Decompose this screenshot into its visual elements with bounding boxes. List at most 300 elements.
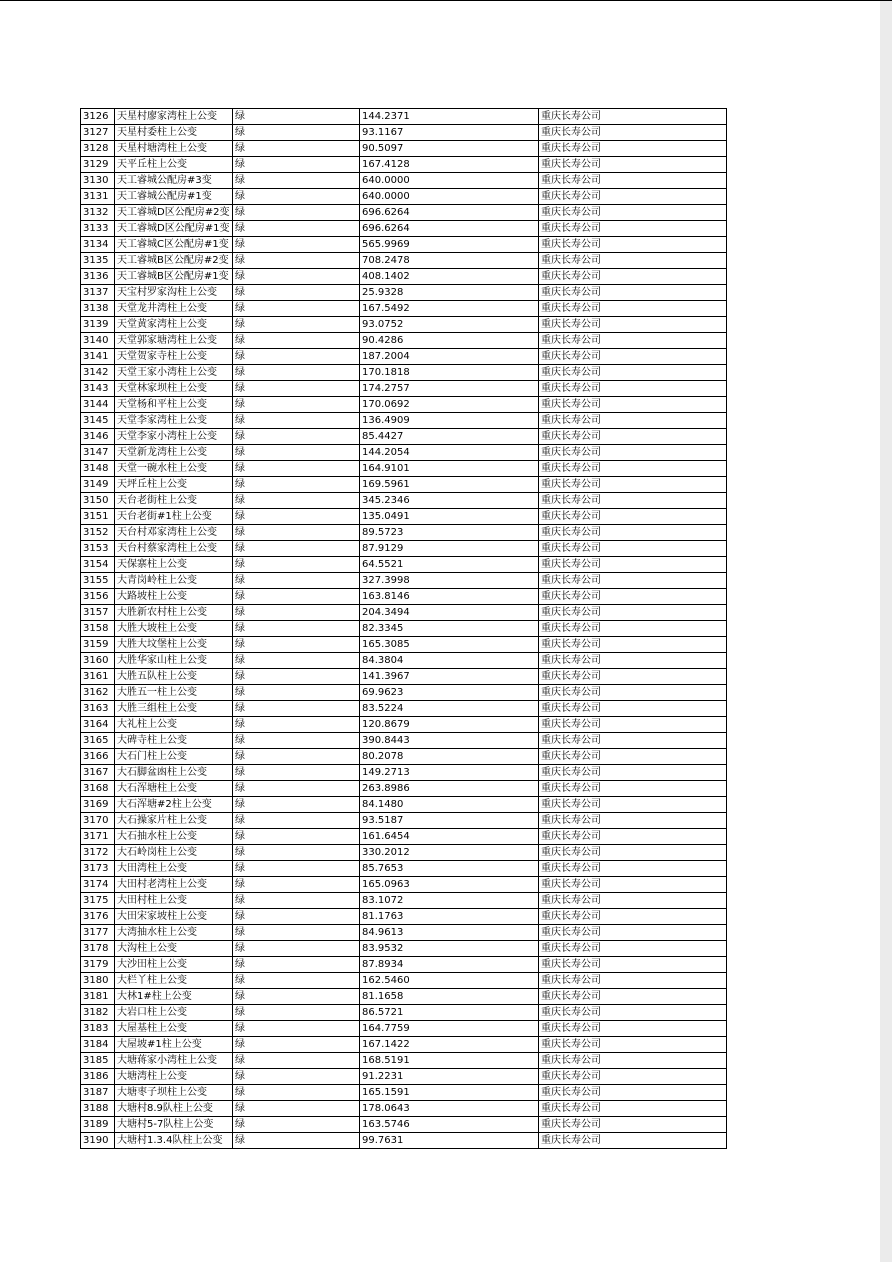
value-cell: 83.9532 <box>360 941 539 957</box>
company-cell: 重庆长寿公司 <box>539 1101 727 1117</box>
transformer-name-cell: 大沟柱上公变 <box>115 941 233 957</box>
status-cell: 绿 <box>233 413 360 429</box>
value-cell: 84.1480 <box>360 797 539 813</box>
company-cell: 重庆长寿公司 <box>539 381 727 397</box>
transformer-name-cell: 天堂李家湾柱上公变 <box>115 413 233 429</box>
table-body <box>81 109 727 1149</box>
value-cell: 565.9969 <box>360 237 539 253</box>
company-cell: 重庆长寿公司 <box>539 125 727 141</box>
row-number-cell: 3189 <box>81 1117 115 1133</box>
status-cell: 绿 <box>233 989 360 1005</box>
transformer-name-cell: 天工睿城公配房#1变 <box>115 189 233 205</box>
company-cell: 重庆长寿公司 <box>539 621 727 637</box>
status-cell: 绿 <box>233 765 360 781</box>
table-row <box>81 621 727 637</box>
value-cell: 84.9613 <box>360 925 539 941</box>
value-cell: 144.2371 <box>360 109 539 125</box>
company-cell: 重庆长寿公司 <box>539 989 727 1005</box>
status-cell: 绿 <box>233 893 360 909</box>
transformer-name-cell: 大礼柱上公变 <box>115 717 233 733</box>
company-cell: 重庆长寿公司 <box>539 253 727 269</box>
value-cell: 165.1591 <box>360 1085 539 1101</box>
status-cell: 绿 <box>233 509 360 525</box>
value-cell: 135.0491 <box>360 509 539 525</box>
transformer-name-cell: 天堂新龙湾柱上公变 <box>115 445 233 461</box>
page-top-border <box>0 0 892 1</box>
table-row <box>81 109 727 125</box>
transformer-data-table <box>80 108 727 1149</box>
row-number-cell: 3187 <box>81 1085 115 1101</box>
transformer-name-cell: 大田宋家坡柱上公变 <box>115 909 233 925</box>
company-cell: 重庆长寿公司 <box>539 141 727 157</box>
table-row <box>81 861 727 877</box>
value-cell: 164.9101 <box>360 461 539 477</box>
row-number-cell: 3190 <box>81 1133 115 1149</box>
table-row <box>81 365 727 381</box>
transformer-name-cell: 大湾抽水柱上公变 <box>115 925 233 941</box>
value-cell: 167.5492 <box>360 301 539 317</box>
table-row <box>81 205 727 221</box>
value-cell: 89.5723 <box>360 525 539 541</box>
company-cell: 重庆长寿公司 <box>539 189 727 205</box>
row-number-cell: 3176 <box>81 909 115 925</box>
value-cell: 167.1422 <box>360 1037 539 1053</box>
row-number-cell: 3134 <box>81 237 115 253</box>
table-row <box>81 589 727 605</box>
table-row <box>81 1037 727 1053</box>
table-row <box>81 557 727 573</box>
row-number-cell: 3146 <box>81 429 115 445</box>
company-cell: 重庆长寿公司 <box>539 317 727 333</box>
status-cell: 绿 <box>233 909 360 925</box>
value-cell: 168.5191 <box>360 1053 539 1069</box>
value-cell: 87.8934 <box>360 957 539 973</box>
table-row <box>81 765 727 781</box>
transformer-name-cell: 天星村委柱上公变 <box>115 125 233 141</box>
table-row <box>81 445 727 461</box>
company-cell: 重庆长寿公司 <box>539 1053 727 1069</box>
status-cell: 绿 <box>233 301 360 317</box>
table-row <box>81 237 727 253</box>
status-cell: 绿 <box>233 637 360 653</box>
company-cell: 重庆长寿公司 <box>539 541 727 557</box>
value-cell: 81.1658 <box>360 989 539 1005</box>
company-cell: 重庆长寿公司 <box>539 205 727 221</box>
table-row <box>81 685 727 701</box>
company-cell: 重庆长寿公司 <box>539 845 727 861</box>
company-cell: 重庆长寿公司 <box>539 573 727 589</box>
transformer-name-cell: 大田村柱上公变 <box>115 893 233 909</box>
value-cell: 93.1167 <box>360 125 539 141</box>
row-number-cell: 3142 <box>81 365 115 381</box>
table-row <box>81 829 727 845</box>
value-cell: 162.5460 <box>360 973 539 989</box>
transformer-name-cell: 天堂一碗水柱上公变 <box>115 461 233 477</box>
value-cell: 170.1818 <box>360 365 539 381</box>
table-row <box>81 285 727 301</box>
row-number-cell: 3152 <box>81 525 115 541</box>
transformer-name-cell: 大屋基柱上公变 <box>115 1021 233 1037</box>
transformer-name-cell: 天台老街柱上公变 <box>115 493 233 509</box>
company-cell: 重庆长寿公司 <box>539 445 727 461</box>
company-cell: 重庆长寿公司 <box>539 493 727 509</box>
table-row <box>81 413 727 429</box>
transformer-name-cell: 大石脚盆凼柱上公变 <box>115 765 233 781</box>
value-cell: 86.5721 <box>360 1005 539 1021</box>
row-number-cell: 3157 <box>81 605 115 621</box>
status-cell: 绿 <box>233 1005 360 1021</box>
company-cell: 重庆长寿公司 <box>539 637 727 653</box>
transformer-name-cell: 天堂龙井湾柱上公变 <box>115 301 233 317</box>
transformer-name-cell: 天工睿城C区公配房#1变 <box>115 237 233 253</box>
company-cell: 重庆长寿公司 <box>539 653 727 669</box>
row-number-cell: 3138 <box>81 301 115 317</box>
table-row <box>81 605 727 621</box>
status-cell: 绿 <box>233 125 360 141</box>
value-cell: 69.9623 <box>360 685 539 701</box>
transformer-name-cell: 大胜新农村柱上公变 <box>115 605 233 621</box>
row-number-cell: 3127 <box>81 125 115 141</box>
table-row <box>81 781 727 797</box>
value-cell: 161.6454 <box>360 829 539 845</box>
company-cell: 重庆长寿公司 <box>539 461 727 477</box>
status-cell: 绿 <box>233 429 360 445</box>
table-row <box>81 1005 727 1021</box>
value-cell: 64.5521 <box>360 557 539 573</box>
row-number-cell: 3131 <box>81 189 115 205</box>
status-cell: 绿 <box>233 1117 360 1133</box>
status-cell: 绿 <box>233 333 360 349</box>
status-cell: 绿 <box>233 1101 360 1117</box>
value-cell: 90.5097 <box>360 141 539 157</box>
value-cell: 91.2231 <box>360 1069 539 1085</box>
company-cell: 重庆长寿公司 <box>539 861 727 877</box>
value-cell: 167.4128 <box>360 157 539 173</box>
status-cell: 绿 <box>233 381 360 397</box>
company-cell: 重庆长寿公司 <box>539 941 727 957</box>
value-cell: 696.6264 <box>360 221 539 237</box>
value-cell: 84.3804 <box>360 653 539 669</box>
value-cell: 178.0643 <box>360 1101 539 1117</box>
value-cell: 136.4909 <box>360 413 539 429</box>
transformer-name-cell: 大碑寺柱上公变 <box>115 733 233 749</box>
company-cell: 重庆长寿公司 <box>539 109 727 125</box>
transformer-name-cell: 天堂王家小湾柱上公变 <box>115 365 233 381</box>
value-cell: 330.2012 <box>360 845 539 861</box>
company-cell: 重庆长寿公司 <box>539 333 727 349</box>
row-number-cell: 3181 <box>81 989 115 1005</box>
table-row <box>81 893 727 909</box>
row-number-cell: 3141 <box>81 349 115 365</box>
company-cell: 重庆长寿公司 <box>539 269 727 285</box>
table-row <box>81 957 727 973</box>
company-cell: 重庆长寿公司 <box>539 605 727 621</box>
row-number-cell: 3150 <box>81 493 115 509</box>
row-number-cell: 3155 <box>81 573 115 589</box>
transformer-name-cell: 大胜华家山柱上公变 <box>115 653 233 669</box>
table-row <box>81 989 727 1005</box>
company-cell: 重庆长寿公司 <box>539 973 727 989</box>
status-cell: 绿 <box>233 237 360 253</box>
status-cell: 绿 <box>233 285 360 301</box>
transformer-name-cell: 天堂郭家塘湾柱上公变 <box>115 333 233 349</box>
row-number-cell: 3149 <box>81 477 115 493</box>
status-cell: 绿 <box>233 221 360 237</box>
status-cell: 绿 <box>233 253 360 269</box>
row-number-cell: 3175 <box>81 893 115 909</box>
row-number-cell: 3140 <box>81 333 115 349</box>
status-cell: 绿 <box>233 1133 360 1149</box>
status-cell: 绿 <box>233 957 360 973</box>
transformer-name-cell: 天保寨柱上公变 <box>115 557 233 573</box>
row-number-cell: 3163 <box>81 701 115 717</box>
status-cell: 绿 <box>233 797 360 813</box>
status-cell: 绿 <box>233 397 360 413</box>
status-cell: 绿 <box>233 877 360 893</box>
status-cell: 绿 <box>233 941 360 957</box>
company-cell: 重庆长寿公司 <box>539 525 727 541</box>
status-cell: 绿 <box>233 1069 360 1085</box>
company-cell: 重庆长寿公司 <box>539 1069 727 1085</box>
transformer-name-cell: 天堂李家小湾柱上公变 <box>115 429 233 445</box>
table-row <box>81 253 727 269</box>
table-row <box>81 125 727 141</box>
company-cell: 重庆长寿公司 <box>539 1021 727 1037</box>
status-cell: 绿 <box>233 701 360 717</box>
value-cell: 169.5961 <box>360 477 539 493</box>
row-number-cell: 3128 <box>81 141 115 157</box>
value-cell: 82.3345 <box>360 621 539 637</box>
status-cell: 绿 <box>233 541 360 557</box>
value-cell: 87.9129 <box>360 541 539 557</box>
value-cell: 25.9328 <box>360 285 539 301</box>
table-row <box>81 1117 727 1133</box>
table-row <box>81 141 727 157</box>
transformer-name-cell: 天工睿城D区公配房#2变 <box>115 205 233 221</box>
value-cell: 83.1072 <box>360 893 539 909</box>
company-cell: 重庆长寿公司 <box>539 397 727 413</box>
status-cell: 绿 <box>233 1053 360 1069</box>
status-cell: 绿 <box>233 925 360 941</box>
value-cell: 93.5187 <box>360 813 539 829</box>
table-row <box>81 909 727 925</box>
table-row <box>81 301 727 317</box>
status-cell: 绿 <box>233 1021 360 1037</box>
transformer-name-cell: 大胜三组柱上公变 <box>115 701 233 717</box>
status-cell: 绿 <box>233 573 360 589</box>
transformer-name-cell: 大塘村8.9队柱上公变 <box>115 1101 233 1117</box>
company-cell: 重庆长寿公司 <box>539 1085 727 1101</box>
status-cell: 绿 <box>233 861 360 877</box>
transformer-name-cell: 大沙田柱上公变 <box>115 957 233 973</box>
company-cell: 重庆长寿公司 <box>539 1133 727 1149</box>
transformer-name-cell: 天工睿城D区公配房#1变 <box>115 221 233 237</box>
value-cell: 90.4286 <box>360 333 539 349</box>
row-number-cell: 3161 <box>81 669 115 685</box>
row-number-cell: 3137 <box>81 285 115 301</box>
status-cell: 绿 <box>233 1037 360 1053</box>
status-cell: 绿 <box>233 493 360 509</box>
company-cell: 重庆长寿公司 <box>539 1117 727 1133</box>
row-number-cell: 3159 <box>81 637 115 653</box>
company-cell: 重庆长寿公司 <box>539 781 727 797</box>
transformer-name-cell: 大塘蒋家小湾柱上公变 <box>115 1053 233 1069</box>
table-row <box>81 669 727 685</box>
row-number-cell: 3166 <box>81 749 115 765</box>
status-cell: 绿 <box>233 173 360 189</box>
company-cell: 重庆长寿公司 <box>539 1037 727 1053</box>
table-row <box>81 525 727 541</box>
transformer-name-cell: 大石操家片柱上公变 <box>115 813 233 829</box>
row-number-cell: 3147 <box>81 445 115 461</box>
row-number-cell: 3164 <box>81 717 115 733</box>
table-row <box>81 733 727 749</box>
status-cell: 绿 <box>233 205 360 221</box>
table-row <box>81 221 727 237</box>
transformer-name-cell: 大塘湾柱上公变 <box>115 1069 233 1085</box>
status-cell: 绿 <box>233 717 360 733</box>
row-number-cell: 3174 <box>81 877 115 893</box>
row-number-cell: 3154 <box>81 557 115 573</box>
status-cell: 绿 <box>233 845 360 861</box>
table-row <box>81 637 727 653</box>
table-row <box>81 269 727 285</box>
table-row <box>81 333 727 349</box>
row-number-cell: 3153 <box>81 541 115 557</box>
row-number-cell: 3130 <box>81 173 115 189</box>
transformer-name-cell: 天宝村罗家沟柱上公变 <box>115 285 233 301</box>
status-cell: 绿 <box>233 1085 360 1101</box>
value-cell: 640.0000 <box>360 173 539 189</box>
row-number-cell: 3173 <box>81 861 115 877</box>
value-cell: 149.2713 <box>360 765 539 781</box>
company-cell: 重庆长寿公司 <box>539 877 727 893</box>
row-number-cell: 3186 <box>81 1069 115 1085</box>
transformer-name-cell: 天台老街#1柱上公变 <box>115 509 233 525</box>
value-cell: 83.5224 <box>360 701 539 717</box>
value-cell: 640.0000 <box>360 189 539 205</box>
row-number-cell: 3135 <box>81 253 115 269</box>
row-number-cell: 3133 <box>81 221 115 237</box>
transformer-name-cell: 天星村塘湾柱上公变 <box>115 141 233 157</box>
value-cell: 204.3494 <box>360 605 539 621</box>
table-row <box>81 189 727 205</box>
table-row <box>81 877 727 893</box>
page-right-margin-strip <box>880 1 892 1262</box>
value-cell: 165.0963 <box>360 877 539 893</box>
row-number-cell: 3183 <box>81 1021 115 1037</box>
transformer-name-cell: 大塘枣子坝柱上公变 <box>115 1085 233 1101</box>
row-number-cell: 3165 <box>81 733 115 749</box>
company-cell: 重庆长寿公司 <box>539 557 727 573</box>
row-number-cell: 3158 <box>81 621 115 637</box>
transformer-name-cell: 大塘村1.3.4队柱上公变 <box>115 1133 233 1149</box>
status-cell: 绿 <box>233 589 360 605</box>
row-number-cell: 3184 <box>81 1037 115 1053</box>
status-cell: 绿 <box>233 829 360 845</box>
value-cell: 99.7631 <box>360 1133 539 1149</box>
table-row <box>81 157 727 173</box>
company-cell: 重庆长寿公司 <box>539 765 727 781</box>
row-number-cell: 3167 <box>81 765 115 781</box>
company-cell: 重庆长寿公司 <box>539 589 727 605</box>
transformer-name-cell: 天平丘柱上公变 <box>115 157 233 173</box>
table-row <box>81 797 727 813</box>
value-cell: 187.2004 <box>360 349 539 365</box>
value-cell: 163.5746 <box>360 1117 539 1133</box>
table-row <box>81 813 727 829</box>
table-row <box>81 1021 727 1037</box>
status-cell: 绿 <box>233 109 360 125</box>
transformer-name-cell: 天工睿城公配房#3变 <box>115 173 233 189</box>
table-row <box>81 573 727 589</box>
row-number-cell: 3132 <box>81 205 115 221</box>
row-number-cell: 3182 <box>81 1005 115 1021</box>
transformer-name-cell: 天台村邓家湾柱上公变 <box>115 525 233 541</box>
row-number-cell: 3180 <box>81 973 115 989</box>
value-cell: 263.8986 <box>360 781 539 797</box>
transformer-name-cell: 天工睿城B区公配房#2变 <box>115 253 233 269</box>
value-cell: 327.3998 <box>360 573 539 589</box>
table-row <box>81 381 727 397</box>
status-cell: 绿 <box>233 157 360 173</box>
table-row <box>81 653 727 669</box>
value-cell: 408.1402 <box>360 269 539 285</box>
value-cell: 174.2757 <box>360 381 539 397</box>
row-number-cell: 3169 <box>81 797 115 813</box>
value-cell: 80.2078 <box>360 749 539 765</box>
status-cell: 绿 <box>233 349 360 365</box>
table-row <box>81 477 727 493</box>
status-cell: 绿 <box>233 781 360 797</box>
row-number-cell: 3168 <box>81 781 115 797</box>
company-cell: 重庆长寿公司 <box>539 285 727 301</box>
company-cell: 重庆长寿公司 <box>539 365 727 381</box>
company-cell: 重庆长寿公司 <box>539 701 727 717</box>
transformer-name-cell: 天堂贺家寺柱上公变 <box>115 349 233 365</box>
transformer-name-cell: 大胜大坡柱上公变 <box>115 621 233 637</box>
row-number-cell: 3143 <box>81 381 115 397</box>
row-number-cell: 3185 <box>81 1053 115 1069</box>
company-cell: 重庆长寿公司 <box>539 157 727 173</box>
table-row <box>81 541 727 557</box>
row-number-cell: 3178 <box>81 941 115 957</box>
company-cell: 重庆长寿公司 <box>539 829 727 845</box>
status-cell: 绿 <box>233 365 360 381</box>
value-cell: 345.2346 <box>360 493 539 509</box>
row-number-cell: 3170 <box>81 813 115 829</box>
row-number-cell: 3144 <box>81 397 115 413</box>
row-number-cell: 3162 <box>81 685 115 701</box>
transformer-name-cell: 天堂杨和平柱上公变 <box>115 397 233 413</box>
value-cell: 85.7653 <box>360 861 539 877</box>
transformer-name-cell: 大胜五一柱上公变 <box>115 685 233 701</box>
status-cell: 绿 <box>233 749 360 765</box>
row-number-cell: 3179 <box>81 957 115 973</box>
company-cell: 重庆长寿公司 <box>539 749 727 765</box>
company-cell: 重庆长寿公司 <box>539 893 727 909</box>
value-cell: 120.8679 <box>360 717 539 733</box>
row-number-cell: 3171 <box>81 829 115 845</box>
row-number-cell: 3160 <box>81 653 115 669</box>
table-row <box>81 749 727 765</box>
value-cell: 390.8443 <box>360 733 539 749</box>
company-cell: 重庆长寿公司 <box>539 477 727 493</box>
row-number-cell: 3145 <box>81 413 115 429</box>
value-cell: 93.0752 <box>360 317 539 333</box>
table-row <box>81 1133 727 1149</box>
company-cell: 重庆长寿公司 <box>539 349 727 365</box>
